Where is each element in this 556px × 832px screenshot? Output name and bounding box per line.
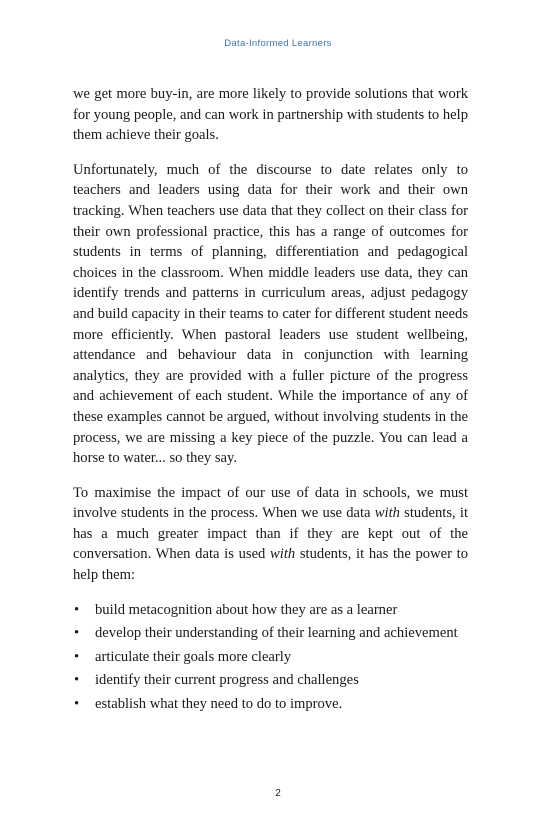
bullet-text: articulate their goals more clearly [95, 648, 292, 665]
bullet-dot: • [74, 672, 80, 689]
bullet-item [73, 694, 468, 715]
emphasis-with-2: with [270, 546, 296, 563]
bullet-item [73, 647, 468, 668]
bullet-dot: • [74, 625, 80, 642]
running-header-title: Data-Informed Learners [224, 38, 332, 49]
bullet-text: develop their understanding of their learning and achievement [95, 625, 458, 642]
bullet-dot: • [74, 648, 80, 665]
paragraph-3 [73, 483, 468, 586]
body-text [73, 84, 468, 718]
page-number: 2 [275, 788, 281, 799]
bullet-item [73, 670, 468, 691]
bullet-dot: • [74, 696, 80, 713]
paragraph-3-part-2: students, it has a much greater impact than if they are kept out of the conversation. When data is used [73, 505, 469, 563]
paragraph-2: Unfortunately, much of the discourse to date relates only to teachers and leaders using data for their work and their own tracking. When teachers use data that they collect on their class for their own professional practice, this has a range of outcomes for students in terms of planning, differentiation and pedagogical choices in the classroom. When middle leaders use data, they can identify trends and patterns in curriculum areas, adjust pedagogy and build capacity in their teams to cater for different student needs more efficiently. When pastoral leaders use student wellbeing, attendance and behaviour data in conjunction with learning analytics, they are provided with a fuller picture of the progress and achievement of each student. While the importance of any of these examples cannot be argued, without involving students in the process, we are missing a key piece of the puzzle. You can lead a horse to water... so they say. [73, 161, 468, 467]
paragraph-3-part-3: students, it has the power to help them: [73, 546, 468, 584]
paragraph-3-part-1: To maximise the impact of our use of data in schools, we must involve students in the process. When we use data [73, 484, 468, 522]
bullet-item [73, 600, 468, 621]
bullet-text: identify their current progress and challenges [95, 672, 359, 689]
bullet-item [73, 623, 468, 644]
bullet-dot: • [74, 601, 80, 618]
bullet-text: build metacognition about how they are as a learner [95, 601, 398, 618]
bullet-text: establish what they need to do to improve. [95, 696, 343, 713]
paragraph-1: we get more buy-in, are more likely to provide solutions that work for young people, and can work in partnership with students to help them achieve their goals. [73, 86, 468, 144]
emphasis-with-1: with [374, 505, 400, 522]
bullet-list [73, 600, 468, 715]
